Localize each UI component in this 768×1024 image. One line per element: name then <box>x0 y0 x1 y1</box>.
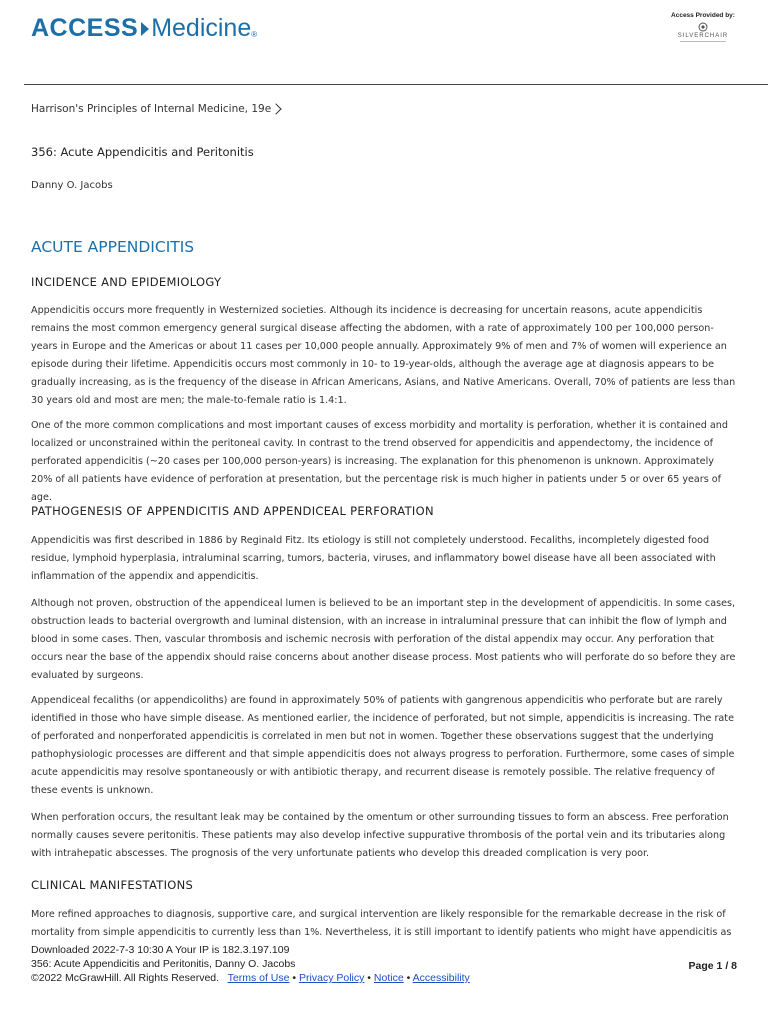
accessmedicine-logo[interactable] <box>31 14 257 43</box>
section-heading-acute-appendicitis: ACUTE APPENDICITIS <box>31 238 195 256</box>
citation-line: 356: Acute Appendicitis and Peritonitis, Danny O. Jacobs <box>31 958 296 970</box>
terms-of-use-link[interactable]: Terms of Use <box>227 972 290 984</box>
subheading-clinical: CLINICAL MANIFESTATIONS <box>31 878 194 892</box>
book-breadcrumb[interactable] <box>31 103 280 115</box>
provider-divider <box>680 41 726 42</box>
link-separator: • <box>367 972 371 984</box>
paragraph-pathogenesis-1: Appendicitis was first described in 1886 by Reginald Fitz. Its etiology is still not completely understood. Fecaliths, incompletely digested food residue, lymphoid hyperplasia, intraluminal scarring, tumors, bacteria, viruses, and inflammatory bowel disease have all been associated with inflammation of the appendix and appendicitis. <box>31 535 716 582</box>
chapter-title: 356: Acute Appendicitis and Peritonitis <box>31 145 254 159</box>
copyright-text: ©2022 McGrawHill. All Rights Reserved. <box>31 972 220 984</box>
registered-mark: ® <box>251 30 258 39</box>
page-footer <box>31 943 737 985</box>
link-separator: • <box>406 972 411 984</box>
paragraph-pathogenesis-4: When perforation occurs, the resultant leak may be contained by the omentum or other surrounding tissues to form an abscess. Free perforation normally causes severe peritonitis. These patients may also develop infective suppurative thrombosis of the portal vein and its tributaries along with intrahepatic abscesses. The prognosis of the very unfortunate patients who develop this dreaded complication is very poor. <box>31 812 729 859</box>
download-info: Downloaded 2022-7-3 10:30 A Your IP is 182.3.197.109 <box>31 944 290 956</box>
book-title[interactable]: Harrison's Principles of Internal Medicine, 19e <box>31 103 272 115</box>
header-divider <box>24 84 768 85</box>
logo-medicine-text: Medicine <box>151 14 252 42</box>
page-header <box>0 0 768 84</box>
privacy-policy-link[interactable]: Privacy Policy <box>299 972 365 984</box>
chapter-author: Danny O. Jacobs <box>31 180 113 191</box>
accessibility-link[interactable]: Accessibility <box>412 972 470 984</box>
silverchair-logo-icon <box>698 22 708 32</box>
logo-chevron-icon <box>141 22 149 36</box>
provider-label: Access Provided by: <box>671 12 735 19</box>
footer-links-line <box>31 971 737 985</box>
chevron-right-icon <box>271 103 282 114</box>
page-number: Page 1 / 8 <box>688 960 737 972</box>
link-separator: • <box>292 972 297 984</box>
logo-access-text: ACCESS <box>31 14 139 42</box>
paragraph-incidence-2: One of the more common complications and most important causes of excess morbidity and mortality is perforation, whether it is contained and localized or unconstrained within the peritoneal cavity. In contrast to the trend observed for appendicitis and appendectomy, the incidence of perforated appendicitis (~20 cases per 100,000 person-years) is increasing. The explanation for this phenomenon is unknown. Approximately 20% of all patients have evidence of perforation at presentation, but the percentage risk is much higher in patients under 5 or over 65 years of age. <box>31 420 728 503</box>
subheading-incidence: INCIDENCE AND EPIDEMIOLOGY <box>31 275 222 289</box>
access-provider <box>668 12 738 42</box>
paragraph-pathogenesis-2: Although not proven, obstruction of the appendiceal lumen is believed to be an important step in the development of appendicitis. In some cases, obstruction leads to bacterial overgrowth and luminal distension, with an increase in intraluminal pressure that can inhibit the flow of lymph and blood in some cases. Then, vascular thrombosis and ischemic necrosis with perforation of the distal appendix may occur. Any perforation that occurs near the base of the appendix should raise concerns about another disease process. Most patients who will perforate do so before they are evaluated by surgeons. <box>31 598 736 681</box>
paragraph-pathogenesis-3: Appendiceal fecaliths (or appendicoliths) are found in approximately 50% of patients with gangrenous appendicitis who perforate but are rarely identified in those who have simple disease. As mentioned earlier, the incidence of perforated, but not simple, appendicitis is increasing. The rate of perforated and nonperforated appendicitis is correlated in men but not in women. Together these observations suggest that the underlying pathophysiologic processes are different and that simple appendicitis does not always progress to perforation. Furthermore, some cases of simple acute appendicitis may resolve spontaneously or with antibiotic therapy, and recurrent disease is remotely possible. The relative frequency of these events is unknown. <box>31 695 735 796</box>
notice-link[interactable]: Notice <box>373 972 404 984</box>
subheading-pathogenesis: PATHOGENESIS OF APPENDICITIS AND APPENDICEAL PERFORATION <box>31 504 434 518</box>
provider-name: SILVERCHAIR <box>677 33 729 39</box>
paragraph-clinical-1: More refined approaches to diagnosis, supportive care, and surgical intervention are likely responsible for the remarkable decrease in the risk of mortality from simple appendicitis to currently less than 1%. Nevertheless, it is still important to identify patients who might have appendicitis as <box>31 909 732 938</box>
paragraph-incidence-1: Appendicitis occurs more frequently in Westernized societies. Although its incidence is decreasing for uncertain reasons, acute appendicitis remains the most common emergency general surgical disease affecting the abdomen, with a rate of approximately 100 per 100,000 person-years in Europe and the Americas or about 11 cases per 10,000 people annually. Approximately 9% of men and 7% of women will experience an episode during their lifetime. Appendicitis occurs most commonly in 10- to 19-year-olds, although the average age at diagnosis appears to be gradually increasing, as is the frequency of the disease in African Americans, Asians, and Native Americans. Overall, 70% of patients are less than 30 years old and most are men; the male-to-female ratio is 1.4:1. <box>31 305 736 406</box>
